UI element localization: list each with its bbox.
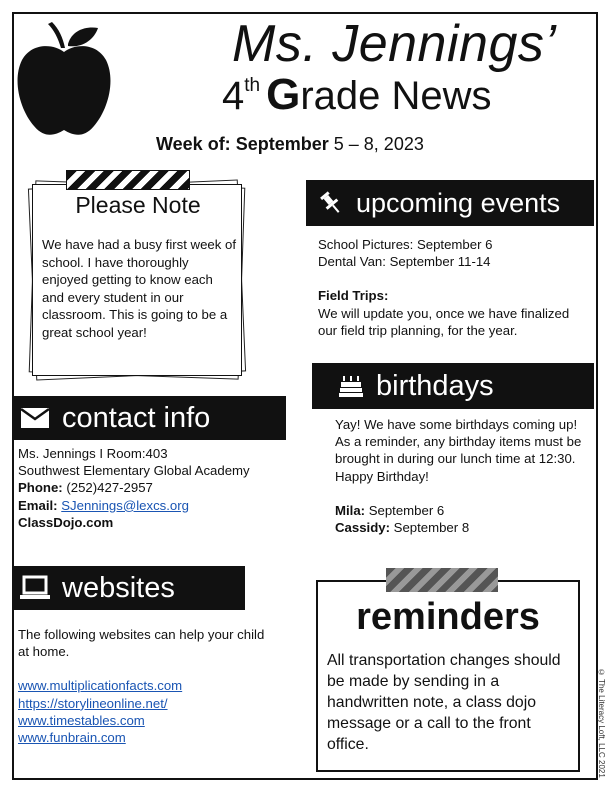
spacer (18, 660, 278, 677)
pushpin-icon (318, 190, 344, 216)
grade-rest: rade News (300, 74, 492, 118)
birthday-entry (335, 519, 591, 536)
phone-label: Phone: (18, 480, 63, 496)
school-name: Southwest Elementary Global Academy (18, 463, 250, 479)
reminders-title: reminders (356, 596, 540, 638)
birthday-name: Cassidy: (335, 520, 390, 536)
newsletter-title (222, 70, 592, 120)
birthday-date: September 6 (365, 502, 445, 518)
grade-initial: G (266, 70, 301, 119)
classdojo-label: ClassDojo.com (18, 514, 114, 530)
reminders-body: All transportation changes should be made by sending in a handwritten note, a class dojo message or a call to the front office. (327, 652, 561, 753)
email-line (18, 497, 298, 514)
field-trips-text: We will update you, once we have finalized our field trip planning, for the year. (318, 305, 570, 338)
gray-tape (386, 568, 498, 592)
birthdays-title: birthdays (376, 369, 494, 402)
newsletter-teacher-title: Ms. Jennings’ (232, 15, 557, 73)
website-link[interactable]: www.funbrain.com (18, 730, 126, 746)
apple-icon (14, 20, 114, 140)
event-dental-van: Dental Van: September 11-14 (318, 254, 491, 270)
contact-content (18, 445, 298, 531)
upcoming-events-header (306, 180, 594, 226)
laptop-icon (20, 575, 50, 601)
copyright-notice: © The Literacy Loft, LLC 2021 (597, 668, 606, 778)
birthday-date: September 8 (389, 520, 470, 536)
email-label: Email: (18, 497, 58, 513)
website-link[interactable]: https://storylineonline.net/ (18, 695, 168, 711)
week-label: Week of: (156, 134, 231, 154)
spacer (318, 270, 588, 287)
birthday-name: Mila: (335, 502, 366, 518)
birthday-cake-icon (338, 373, 364, 399)
email-link[interactable]: SJennings@lexcs.org (61, 497, 189, 513)
week-of-line (156, 134, 496, 155)
websites-header (12, 566, 245, 610)
contact-info-title: contact info (62, 401, 211, 434)
birthdays-content (335, 416, 591, 536)
events-content (318, 236, 588, 339)
birthdays-intro: Yay! We have some birthdays coming up! As a reminder, any birthday items must be brought in during our lunch time at 12:30. Happy Birthday! (335, 417, 582, 484)
grade-suffix: th (244, 75, 261, 96)
week-month: September (235, 134, 329, 154)
websites-content (18, 626, 278, 746)
teacher-room-line: Ms. Jennings I Room:403 (18, 446, 168, 461)
envelope-icon (20, 406, 50, 430)
week-dates: 5 – 8, 2023 (333, 134, 424, 154)
upcoming-events-title: upcoming events (356, 187, 561, 218)
birthday-entry (335, 502, 591, 519)
birthdays-header (312, 363, 594, 409)
website-link[interactable]: www.timestables.com (18, 712, 145, 728)
contact-info-header (12, 396, 286, 440)
note-body: We have had a busy first week of school. I have thoroughly enjoyed getting to know each and every student in our classroom. This is going to be a great school year! (42, 237, 237, 340)
please-note-card (28, 170, 258, 380)
striped-tape (66, 170, 190, 190)
note-heading: Please Note (75, 192, 201, 218)
spacer (335, 485, 591, 502)
phone-number: (252)427-2957 (62, 480, 153, 496)
grade-number: 4 (222, 74, 245, 118)
websites-intro: The following websites can help your child at home. (18, 627, 265, 660)
event-school-pictures: School Pictures: September 6 (318, 237, 493, 252)
websites-title: websites (62, 571, 175, 604)
website-link[interactable]: www.multiplicationfacts.com (18, 678, 183, 694)
phone-line (18, 479, 298, 496)
field-trips-label: Field Trips: (318, 288, 389, 304)
